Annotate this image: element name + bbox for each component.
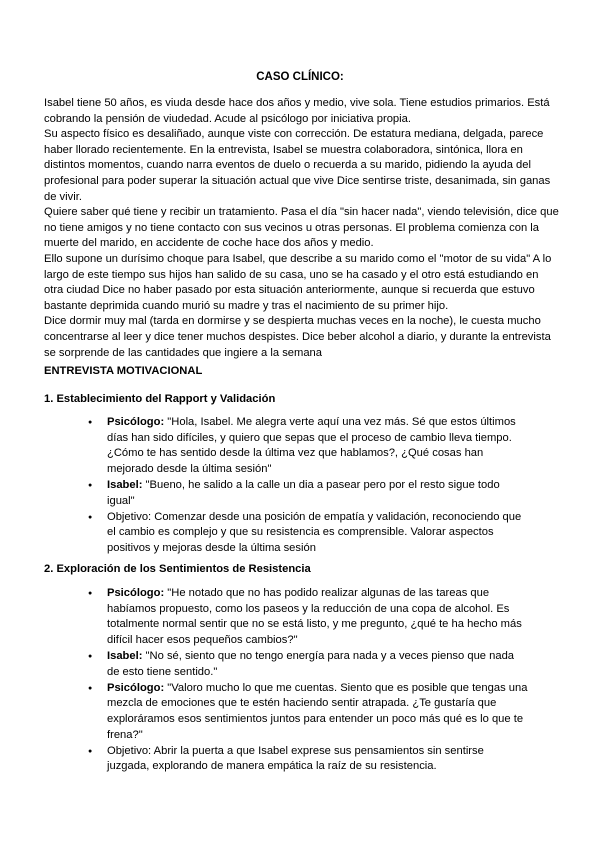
- intro-paragraph: Quiere saber qué tiene y recibir un tratamiento. Pasa el día "sin hacer nada", viendo televisión, dice que no tiene amigos y no tiene contacto con sus vecinos u otras personas. El problema comienza con la muerte del marido, en accidente de coche hace dos años y medio.: [44, 206, 559, 250]
- section1-heading: 1. Establecimiento del Rapport y Validación: [44, 393, 276, 405]
- item-text: "He notado que no has podido realizar algunas de las tareas que habíamos propuesto, como los paseos y la reducción de una copa de alcohol. Es totalmente normal sentir que no se está listo, y me pregunto, ¿qué te ha hecho más difícil hacer esos pequeños cambios?": [107, 587, 522, 646]
- list-item: [88, 681, 528, 743]
- section2-list: [88, 586, 528, 776]
- speaker-label: Isabel:: [107, 478, 143, 491]
- list-item: [88, 649, 528, 680]
- intro-paragraph: Dice dormir muy mal (tarda en dormirse y se despierta muchas veces en la noche), le cuesta mucho concentrarse al leer y dice tener muchos despistes. Dice beber alcohol a diario, y durante la entrevista se sorprende de las cantidades que ingiere a la semana: [44, 315, 551, 359]
- item-text: Objetivo: Comenzar desde una posición de empatía y validación, reconociendo que el cambio es complejo y que su resistencia es comprensible. Valorar aspectos positivos y mejoras desde la última sesión: [107, 510, 522, 554]
- section-heading: ENTREVISTA MOTIVACIONAL: [44, 365, 203, 377]
- section1-list: [88, 415, 528, 557]
- list-item: [88, 586, 528, 648]
- list-item: [88, 510, 528, 557]
- item-text: Objetivo: Abrir la puerta a que Isabel exprese sus pensamientos sin sentirse juzgada, explorando de manera empática la raíz de su resistencia.: [107, 744, 484, 773]
- item-text: "Valoro mucho lo que me cuentas. Siento que es posible que tengas una mezcla de emociones que te estén haciendo sentir atrapada. ¿Te gustaría que exploráramos esos sentimientos juntos para entender un poco más qué es lo que te frena?": [107, 681, 528, 741]
- list-item: [88, 744, 528, 775]
- item-text: "No sé, siento que no tengo energía para nada y a veces pienso que nada de esto tiene sentido.": [107, 649, 515, 678]
- page-title: CASO CLÍNICO:: [256, 71, 344, 83]
- speaker-label: Isabel:: [107, 649, 143, 662]
- list-item: [88, 478, 528, 509]
- intro-paragraph: Su aspecto físico es desaliñado, aunque viste con corrección. De estatura mediana, delgada, parece haber llorado recientemente. En la entrevista, Isabel se muestra colaboradora, sintónica, llora en distintos momentos, cuando narra eventos de duelo o recuerda a su marido, pidiendo la ayuda del profesional para poder superar la situación actual que vive Dice sentirse triste, desanimada, sin ganas de vivir.: [44, 128, 551, 203]
- item-text: "Hola, Isabel. Me alegra verte aquí una vez más. Sé que estos últimos días han sido difíciles, y quiero que sepas que el proceso de cambio lleva tiempo. ¿Cómo te has sentido desde la última vez que hablamos?, ¿Qué cosas han mejorado desde la última sesión": [107, 416, 516, 475]
- intro-paragraph: Ello supone un durísimo choque para Isabel, que describe a su marido como el "motor de su vida" A lo largo de este tiempo sus hijos han salido de su casa, uno se ha casado y el otro está estudiando en otra ciudad Dice no haber pasado por esta situación anteriormente, aunque si recuerda que estuvo bastante deprimida cuando murió su madre y tras el nacimiento de su primer hijo.: [44, 252, 552, 312]
- list-item: [88, 415, 528, 477]
- speaker-label: Psicólogo:: [107, 681, 165, 694]
- intro-paragraph: Isabel tiene 50 años, es viuda desde hace dos años y medio, vive sola. Tiene estudios primarios. Está cobrando la pensión de viudedad. Acude al psicólogo por iniciativa propia.: [44, 97, 550, 125]
- speaker-label: Psicólogo:: [107, 416, 165, 428]
- section2-heading: 2. Exploración de los Sentimientos de Resistencia: [44, 563, 311, 575]
- case-description: [44, 96, 560, 361]
- speaker-label: Psicólogo:: [107, 587, 165, 599]
- item-text: "Bueno, he salido a la calle un dia a pasear pero por el resto sigue todo igual": [107, 478, 500, 507]
